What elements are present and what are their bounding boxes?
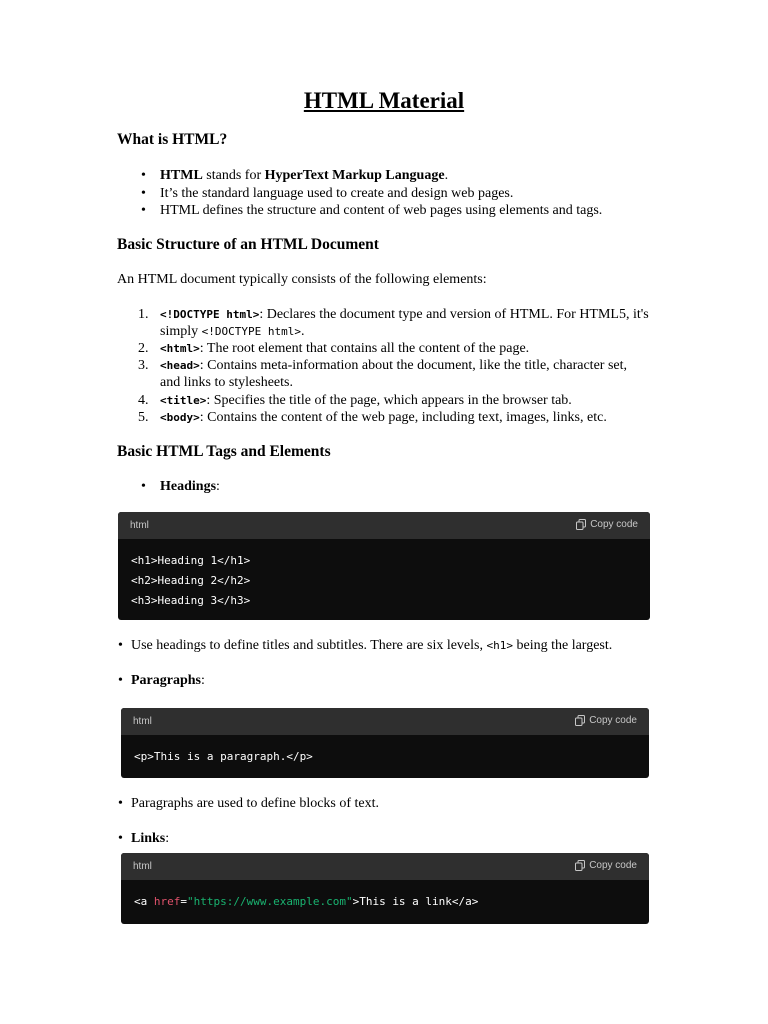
list-text: . [300, 324, 305, 339]
inline-code: <h1> [486, 639, 513, 652]
list-text: : Specifies the title of the page, which appears in the browser tab. [206, 393, 572, 408]
code-token-equals: = [180, 895, 187, 908]
copy-code-button[interactable] [576, 519, 638, 530]
list-number: 1. [138, 307, 149, 322]
copy-icon [576, 519, 586, 530]
copy-icon [575, 860, 585, 871]
list-item-html [138, 340, 650, 357]
code-block-link [121, 853, 649, 924]
label-colon: : [165, 831, 170, 846]
code-block-paragraph [121, 708, 649, 778]
code-line: <h2>Heading 2</h2> [131, 574, 251, 587]
copy-icon [575, 715, 585, 726]
section-heading-basic-tags: Basic HTML Tags and Elements [117, 443, 331, 460]
section-heading-what-is-html: What is HTML? [117, 131, 228, 148]
code-block-header [118, 512, 650, 539]
code-language-label: html [133, 716, 152, 727]
bold-label: Links [131, 831, 166, 846]
list-item-body [138, 409, 650, 426]
list-text: : Declares the document type and version of HTML. For HTML5, it's simply [160, 307, 649, 339]
copy-code-label: Copy code [589, 860, 637, 871]
code-line: <h3>Heading 3</h3> [131, 594, 251, 607]
inline-code: <!DOCTYPE html> [160, 308, 260, 321]
code-token-string: "https://www.example.com" [187, 895, 353, 908]
list-number: 3. [138, 358, 149, 373]
inline-code: <!DOCTYPE html> [201, 325, 301, 338]
copy-code-button[interactable] [575, 715, 637, 726]
copy-code-label: Copy code [589, 715, 637, 726]
code-line: <h1>Heading 1</h1> [131, 554, 251, 567]
bullet-headings-note [131, 638, 612, 654]
code-language-label: html [130, 520, 149, 531]
code-token-tag: <a [134, 895, 154, 908]
bullet-standard-language: • It’s the standard language used to create and design web pages. [160, 185, 513, 202]
code-block-headings [118, 512, 650, 620]
bullet-html-stands-for [160, 167, 448, 184]
bullet-paragraphs-note: • Paragraphs are used to define blocks of text. [131, 796, 379, 812]
code-block-header [121, 853, 649, 880]
structure-intro: An HTML document typically consists of the following elements: [117, 272, 487, 287]
code-block-header [121, 708, 649, 735]
list-number: 2. [138, 341, 149, 356]
copy-code-label: Copy code [590, 519, 638, 530]
bold-hypertext: HyperText Markup Language [264, 168, 445, 183]
bullet-links [131, 831, 169, 847]
list-text: : Contains meta-information about the document, like the title, character set, and links to stylesheets. [160, 358, 628, 390]
code-line: <p>This is a paragraph.</p> [134, 750, 313, 763]
code-token-tag: >This is a link</a> [352, 895, 479, 908]
bold-label: Paragraphs [131, 673, 201, 688]
list-item-title [138, 392, 650, 409]
code-language-label: html [133, 861, 152, 872]
note-text: being the largest. [512, 638, 613, 653]
code-block-body [118, 539, 650, 620]
code-line [134, 892, 636, 912]
code-block-body [121, 735, 649, 778]
inline-code: <body> [160, 411, 200, 424]
list-text: : Contains the content of the web page, including text, images, links, etc. [199, 410, 607, 425]
bullet-paragraphs [131, 673, 205, 689]
bold-label: Headings [160, 479, 217, 494]
code-token-attribute: href [153, 895, 181, 908]
copy-code-button[interactable] [575, 860, 637, 871]
bullet-text: . [444, 168, 449, 183]
label-colon: : [201, 673, 205, 688]
list-number: 4. [138, 393, 149, 408]
bullet-text: stands for [202, 168, 265, 183]
section-heading-basic-structure: Basic Structure of an HTML Document [117, 236, 379, 253]
label-colon: : [216, 479, 220, 494]
list-item-head [138, 357, 650, 391]
list-number: 5. [138, 410, 149, 425]
code-block-body [121, 880, 649, 924]
list-text: : The root element that contains all the content of the page. [199, 341, 530, 356]
inline-code: <head> [160, 359, 200, 372]
list-item-doctype [138, 306, 650, 340]
note-text: Use headings to define titles and subtitles. There are six levels, [131, 638, 487, 653]
bullet-defines-structure: • HTML defines the structure and content of web pages using elements and tags. [160, 202, 602, 219]
inline-code: <title> [160, 394, 207, 407]
inline-code: <html> [160, 342, 200, 355]
bold-html: HTML [160, 168, 203, 183]
page-title: HTML Material [303, 88, 465, 113]
bullet-headings [160, 478, 220, 495]
